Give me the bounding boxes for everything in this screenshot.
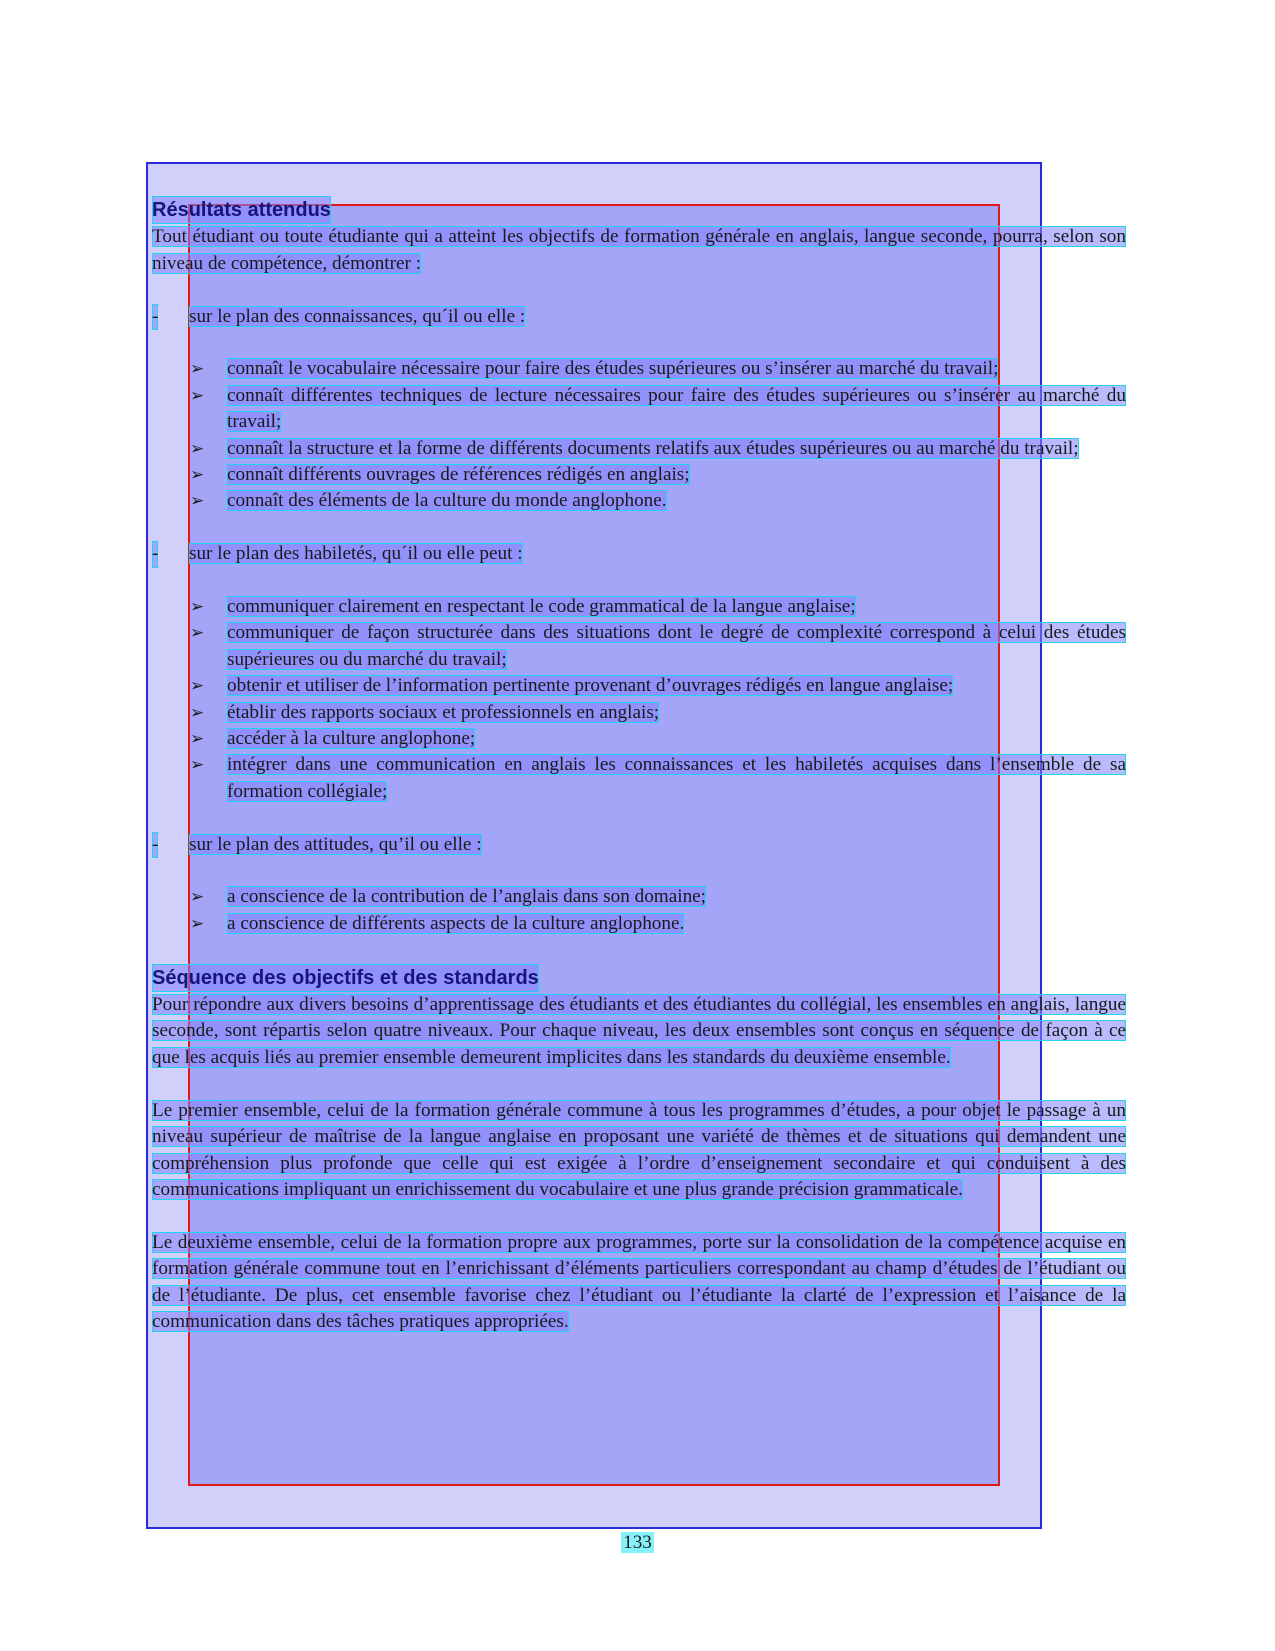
arrow-bullet-icon: ➢ <box>190 676 205 697</box>
arrow-bullet-icon: ➢ <box>190 491 205 512</box>
dash-marker: - <box>152 832 158 858</box>
list-item-text: établir des rapports sociaux et professionnels en anglais; <box>227 701 660 723</box>
results-intro: Tout étudiant ou toute étudiante qui a atteint les objectifs de formation générale en anglais, langue seconde, pourra, selon son niveau de compétence, démontrer : <box>152 226 1126 274</box>
list-item <box>190 488 1126 514</box>
list-item <box>190 700 1126 726</box>
paragraph <box>152 992 1126 1071</box>
arrow-bullet-icon: ➢ <box>190 623 205 644</box>
sequence-paragraphs <box>152 992 1126 1335</box>
dash-marker: - <box>152 541 158 567</box>
dash-marker: - <box>152 304 158 330</box>
list-item-text: connaît différents ouvrages de références rédigés en anglais; <box>227 464 690 486</box>
bullet-list <box>152 594 1126 805</box>
list-item <box>190 620 1126 673</box>
paragraph <box>152 1098 1126 1204</box>
list-item-text: obtenir et utiliser de l’information pertinente provenant d’ouvrages rédigés en langue anglaise; <box>227 675 954 697</box>
bullet-list <box>152 884 1126 937</box>
list-item <box>190 356 1126 382</box>
list-item <box>190 726 1126 752</box>
list-item <box>190 884 1126 910</box>
list-item <box>190 383 1126 436</box>
arrow-bullet-icon: ➢ <box>190 438 205 459</box>
arrow-bullet-icon: ➢ <box>190 359 205 380</box>
arrow-bullet-icon: ➢ <box>190 887 205 908</box>
list-item-text: intégrer dans une communication en anglais les connaissances et les habiletés acquises dans l’ensemble de sa formation collégiale; <box>227 754 1126 802</box>
bullet-list <box>152 356 1126 514</box>
arrow-bullet-icon: ➢ <box>190 755 205 776</box>
arrow-bullet-icon: ➢ <box>190 729 205 750</box>
list-item-text: communiquer clairement en respectant le code grammatical de la langue anglaise; <box>227 596 856 618</box>
arrow-bullet-icon: ➢ <box>190 385 205 406</box>
paragraph <box>152 1230 1126 1336</box>
group-title <box>152 304 1126 330</box>
list-item <box>190 462 1126 488</box>
list-item-text: connaît la structure et la forme de différents documents relatifs aux études supérieures ou au marché du travail; <box>227 437 1079 459</box>
group-title-text: sur le plan des habiletés, qu´il ou elle peut : <box>189 543 523 565</box>
list-item <box>190 911 1126 937</box>
results-groups <box>152 304 1126 938</box>
list-item <box>190 594 1126 620</box>
list-item-text: connaît différentes techniques de lecture nécessaires pour faire des études supérieures ou s’insérer au marché du travail; <box>227 384 1126 433</box>
section-heading-results: Résultats attendus <box>152 196 331 224</box>
paragraph-text: Pour répondre aux divers besoins d’apprentissage des étudiants et des étudiantes du collégial, les ensembles en anglais, langue seconde, sont répartis selon quatre niveaux. Pour chaque niveau, les deux ensembles sont conçus en séquence de façon à ce que les acquis liés au premier ensemble demeurent implicites dans les standards du deuxième ensemble. <box>152 994 1126 1068</box>
page-content <box>152 196 1126 1335</box>
section-heading-sequence: Séquence des objectifs et des standards <box>152 964 539 992</box>
list-item-text: connaît des éléments de la culture du monde anglophone. <box>227 490 667 512</box>
group-title <box>152 541 1126 567</box>
list-item <box>190 752 1126 805</box>
list-item-text: communiquer de façon structurée dans des situations dont le degré de complexité correspond à celui des études supérieures ou du marché du travail; <box>227 622 1126 670</box>
arrow-bullet-icon: ➢ <box>190 597 205 618</box>
arrow-bullet-icon: ➢ <box>190 465 205 486</box>
paragraph-text: Le premier ensemble, celui de la formation générale commune à tous les programmes d’études, a pour objet le passage à un niveau supérieur de maîtrise de la langue anglaise en proposant une variété de thèmes et de situations qui demandent une compréhension plus profonde que celle qui est exigée à l’ordre d’enseignement secondaire et qui conduisent à des communications impliquant un enrichissement du vocabulaire et une plus grande précision grammaticale. <box>152 1099 1126 1200</box>
list-item <box>190 436 1126 462</box>
arrow-bullet-icon: ➢ <box>190 702 205 723</box>
group-title-text: sur le plan des attitudes, qu’il ou elle : <box>189 833 482 855</box>
group-title <box>152 832 1126 858</box>
page-number: 133 <box>623 1532 652 1553</box>
paragraph-text: Le deuxième ensemble, celui de la formation propre aux programmes, porte sur la consolidation de la compétence acquise en formation générale commune tout en l’enrichissant d’éléments particuliers correspondant au champ d’études de l’étudiant ou de l’étudiante. De plus, cet ensemble favorise chez l’étudiant ou l’étudiante la clarté de l’expression et l’aisance de la communication dans des tâches pratiques appropriées. <box>152 1231 1126 1332</box>
list-item <box>190 673 1126 699</box>
group-title-text: sur le plan des connaissances, qu´il ou elle : <box>189 305 526 327</box>
list-item-text: a conscience de la contribution de l’anglais dans son domaine; <box>227 886 707 908</box>
list-item-text: connaît le vocabulaire nécessaire pour faire des études supérieures ou s’insérer au marché du travail; <box>227 358 999 380</box>
arrow-bullet-icon: ➢ <box>190 913 205 934</box>
list-item-text: a conscience de différents aspects de la culture anglophone. <box>227 912 685 934</box>
list-item-text: accéder à la culture anglophone; <box>227 728 476 750</box>
